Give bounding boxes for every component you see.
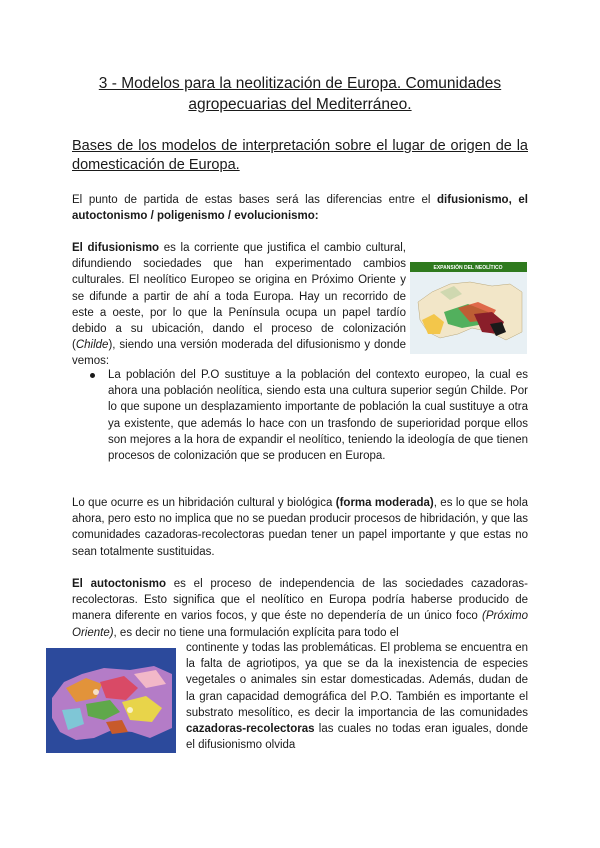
- autoctonismo-wrapped-paragraph: [186, 640, 528, 753]
- hibridacion-text-end: , es lo que se hola ahora, pero esto no implica que no se puedan producir procesos de hibridación, y que las comunidades cazadoras-recolectoras puedan tener un papel importante y que estas no sean totalmente sustituidas.: [72, 497, 528, 558]
- proximo-oriente-italic: (Próximo Oriente): [72, 610, 528, 639]
- intro-paragraph: [72, 192, 528, 224]
- intro-bold: difusionismo, el autoctonismo / poligenismo / evolucionismo:: [72, 194, 528, 223]
- bullet-icon: [90, 373, 95, 378]
- title-line-2: agropecuarias del Mediterráneo.: [188, 96, 412, 113]
- autoctonismo-wrapped-text: continente y todas las problemáticas. El problema se encuentra en la falta de agriotipos, ya que se da la inexistencia de especies vegetales o animales sin estar domesticadas. Además, dudan de la gran capacidad demográfica del P.O. También es importante el substrato mesolítico, es decir la importancia de las comunidades: [186, 642, 528, 719]
- bullet-text: La población del P.O sustituye a la población del contexto europeo, la cual es ahora una población neolítica, siendo esta una cultura superior según Childe. Por lo que supone un desplazamiento importante de población la cual sustituye a otra ya existente, que además lo hace con un trasfondo de superioridad porque ellos son mejores a la hora de expandir el neolítico, teniendo la ideología de que tienen procesos de colonización que se producen en Europa.: [108, 369, 528, 463]
- childe-name: Childe: [75, 339, 109, 352]
- intro-text: El punto de partida de estas bases será las diferencias entre el: [72, 194, 438, 206]
- hibridacion-text: Lo que ocurre es un hibridación cultural y biológica: [72, 497, 336, 509]
- autoctonismo-text-2: , es decir no tiene una formulación explícita para todo el: [113, 626, 399, 639]
- hibridacion-paragraph: [72, 495, 528, 560]
- europe-regions-map-image: [46, 648, 176, 753]
- hibridacion-bold: (forma moderada): [335, 497, 434, 509]
- difusionismo-text-end: ), siendo una versión moderada del difusionismo y donde vemos:: [72, 339, 406, 368]
- neolithic-expansion-map: [410, 262, 527, 354]
- title-line-1: 3 - Modelos para la neolitización de Europa. Comunidades: [98, 75, 502, 92]
- map-title: EXPANSIÓN DEL NEOLÍTICO: [433, 265, 503, 271]
- difusionismo-term: El difusionismo: [72, 242, 160, 254]
- autoctonismo-wrapped-end: las cuales no todas eran iguales, donde el difusionismo olvida: [186, 723, 528, 752]
- autoctonismo-paragraph: [72, 576, 528, 641]
- cazadoras-bold: cazadoras-recolectoras: [186, 723, 315, 736]
- section-subtitle: Bases de los modelos de interpretación sobre el lugar de origen de la domesticación de Europa.: [72, 138, 528, 173]
- autoctonismo-term: El autoctonismo: [72, 578, 167, 590]
- bullet-list: [90, 367, 528, 464]
- europe-regions-map: [46, 648, 176, 753]
- neolithic-expansion-map-image: [410, 262, 527, 354]
- autoctonismo-text: es el proceso de independencia de las sociedades cazadoras-recolectoras. Esto significa que el neolítico en Europa podría haberse producido de manera diferente en varios focos, y que éste no dependería de un único foco: [72, 578, 528, 623]
- list-item: [90, 367, 528, 464]
- page-title: [72, 73, 528, 115]
- difusionismo-text: es la corriente que justifica el cambio cultural, difundiendo sociedades que han experimentado cambios culturales. El neolítico Europeo se origina en Próximo Oriente y se difunde a partir de ahí a toda Europa. Hay un recorrido de este a oeste, por lo que la Península ocupa un papel tardío debido a su ubicación, dando el proceso de colonización (: [72, 242, 406, 352]
